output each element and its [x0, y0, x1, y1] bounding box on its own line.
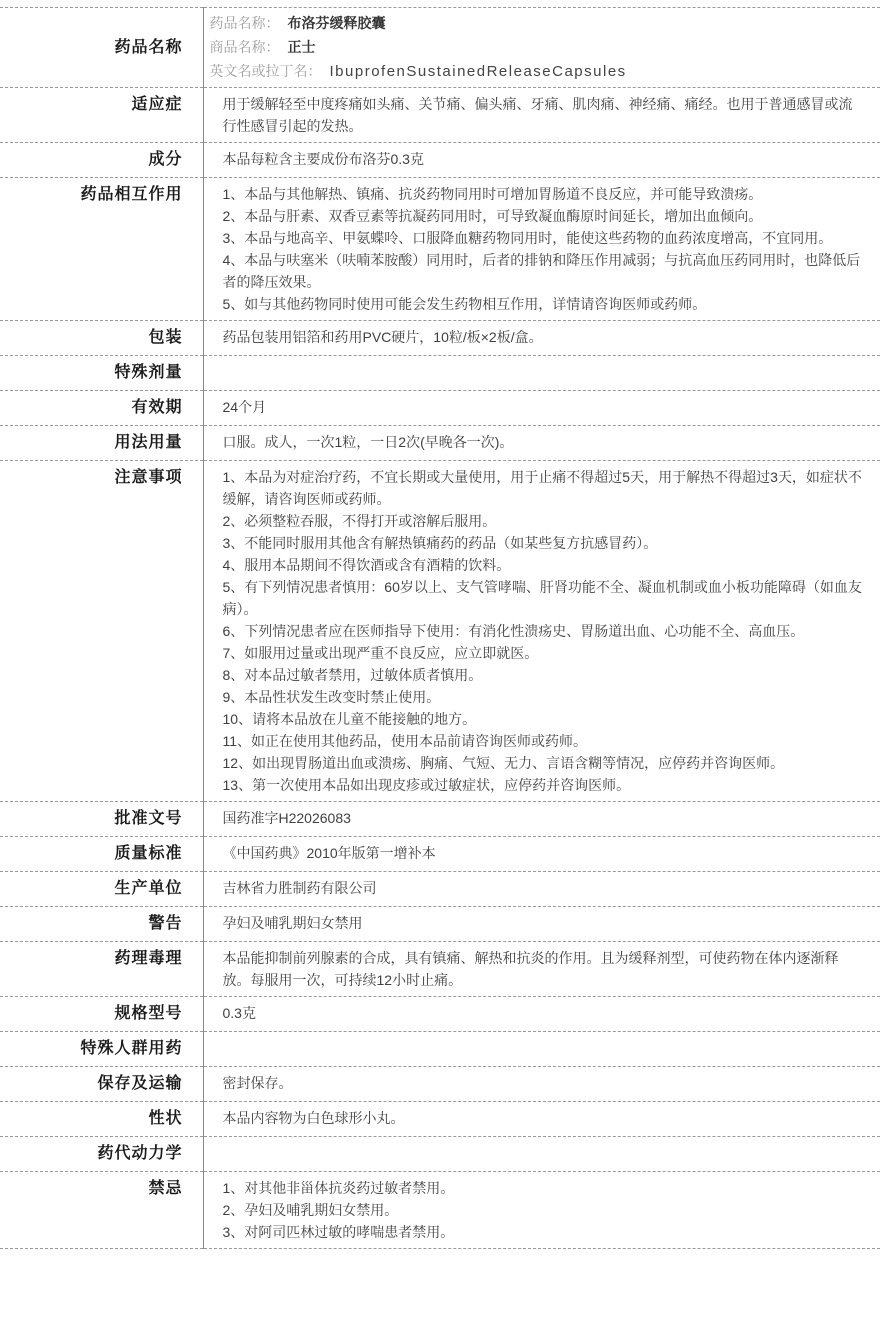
indications-value: 用于缓解轻至中度疼痛如头痛、关节痛、偏头痛、牙痛、肌肉痛、神经痛、痛经。也用于普通感冒或流行性感冒引起的发热。: [203, 88, 880, 143]
row-drug-name: [0, 8, 880, 88]
drug-name-value: [203, 8, 880, 88]
approval-number-value: 国药准字H22026083: [203, 802, 880, 837]
ingredients-label: 成分: [0, 143, 203, 178]
precautions-item: 4、服用本品期间不得饮酒或含有酒精的饮料。: [222, 557, 511, 573]
warning-label: 警告: [0, 907, 203, 942]
row-pharmacokinetics: [0, 1137, 880, 1172]
precautions-item: 8、对本品过敏者禁用，过敏体质者慎用。: [222, 667, 483, 683]
precautions-value: [203, 461, 880, 802]
row-pharmacology: [0, 942, 880, 997]
shelf-life-label: 有效期: [0, 391, 203, 426]
special-dosage-label: 特殊剂量: [0, 356, 203, 391]
specification-label: 规格型号: [0, 997, 203, 1032]
pharmacokinetics-value: [203, 1137, 880, 1172]
ingredients-value: 本品每粒含主要成份布洛芬0.3克: [203, 143, 880, 178]
row-indications: [0, 88, 880, 143]
pharmacokinetics-label: 药代动力学: [0, 1137, 203, 1172]
packaging-label: 包装: [0, 321, 203, 356]
row-interactions: [0, 178, 880, 321]
trade-name-field-value: 正士: [287, 39, 316, 55]
special-population-label: 特殊人群用药: [0, 1032, 203, 1067]
manufacturer-label: 生产单位: [0, 872, 203, 907]
precautions-item: 10、请将本品放在儿童不能接触的地方。: [222, 711, 477, 727]
english-name-field: [210, 59, 865, 84]
trade-name-field-key: 商品名称：: [209, 39, 280, 55]
row-storage: [0, 1067, 880, 1102]
row-ingredients: [0, 143, 880, 178]
precautions-item: 3、不能同时服用其他含有解热镇痛药的药品（如某些复方抗感冒药）。: [222, 535, 658, 551]
row-packaging: [0, 321, 880, 356]
english-name-field-value: IbuprofenSustainedReleaseCapsules: [329, 63, 627, 80]
shelf-life-value: 24个月: [203, 391, 880, 426]
dosage-value: 口服。成人，一次1粒，一日2次(早晚各一次)。: [203, 426, 880, 461]
interactions-item: 4、本品与呋塞米（呋喃苯胺酸）同用时，后者的排钠和降压作用减弱；与抗高血压药同用时，也降低后者的降压效果。: [222, 252, 861, 290]
contraindications-item: 3、对阿司匹林过敏的哮喘患者禁用。: [222, 1224, 455, 1240]
contraindications-value: [203, 1172, 880, 1249]
drug-name-field: [210, 11, 865, 35]
row-appearance: [0, 1102, 880, 1137]
interactions-label: 药品相互作用: [0, 178, 203, 321]
precautions-label: 注意事项: [0, 461, 203, 802]
interactions-value: [203, 178, 880, 321]
approval-number-label: 批准文号: [0, 802, 203, 837]
row-manufacturer: [0, 872, 880, 907]
interactions-item: 5、如与其他药物同时使用可能会发生药物相互作用，详情请咨询医师或药师。: [222, 296, 707, 312]
precautions-item: 5、有下列情况患者慎用：60岁以上、支气管哮喘、肝肾功能不全、凝血机制或血小板功能障碍（如血友病）。: [222, 579, 862, 617]
row-approval-number: [0, 802, 880, 837]
packaging-value: 药品包装用铝箔和药用PVC硬片，10粒/板×2板/盒。: [203, 321, 880, 356]
warning-value: 孕妇及哺乳期妇女禁用: [203, 907, 880, 942]
quality-standard-value: 《中国药典》2010年版第一增补本: [203, 837, 880, 872]
specification-value: 0.3克: [203, 997, 880, 1032]
interactions-item: 2、本品与肝素、双香豆素等抗凝药同用时，可导致凝血酶原时间延长，增加出血倾向。: [222, 208, 763, 224]
precautions-item: 7、如服用过量或出现严重不良反应，应立即就医。: [222, 645, 539, 661]
row-precautions: [0, 461, 880, 802]
manufacturer-value: 吉林省力胜制药有限公司: [203, 872, 880, 907]
drug-name-field-key: 药品名称：: [209, 15, 280, 31]
contraindications-item: 2、孕妇及哺乳期妇女禁用。: [222, 1202, 399, 1218]
row-shelf-life: [0, 391, 880, 426]
contraindications-label: 禁忌: [0, 1172, 203, 1249]
appearance-label: 性状: [0, 1102, 203, 1137]
drug-name-field-value: 布洛芬缓释胶囊: [287, 15, 386, 31]
storage-label: 保存及运输: [0, 1067, 203, 1102]
precautions-item: 9、本品性状发生改变时禁止使用。: [222, 689, 441, 705]
row-contraindications: [0, 1172, 880, 1249]
row-warning: [0, 907, 880, 942]
precautions-item: 1、本品为对症治疗药，不宜长期或大量使用，用于止痛不得超过5天，用于解热不得超过3天，如症状不缓解，请咨询医师或药师。: [222, 469, 862, 507]
special-dosage-value: [203, 356, 880, 391]
special-population-value: [203, 1032, 880, 1067]
row-quality-standard: [0, 837, 880, 872]
precautions-item: 2、必须整粒吞服，不得打开或溶解后服用。: [222, 513, 497, 529]
interactions-item: 1、本品与其他解热、镇痛、抗炎药物同用时可增加胃肠道不良反应，并可能导致溃疡。: [222, 186, 763, 202]
pharmacology-value: 本品能抑制前列腺素的合成，具有镇痛、解热和抗炎的作用。且为缓释剂型，可使药物在体内逐渐释放。每服用一次，可持续12小时止痛。: [203, 942, 880, 997]
precautions-item: 13、第一次使用本品如出现皮疹或过敏症状，应停药并咨询医师。: [222, 777, 631, 793]
interactions-item: 3、本品与地高辛、甲氨蝶呤、口服降血糖药物同用时，能使这些药物的血药浓度增高，不宜同用。: [222, 230, 833, 246]
row-special-population: [0, 1032, 880, 1067]
drug-name-label: 药品名称: [0, 8, 203, 88]
row-special-dosage: [0, 356, 880, 391]
precautions-item: 11、如正在使用其他药品，使用本品前请咨询医师或药师。: [222, 733, 588, 749]
precautions-item: 6、下列情况患者应在医师指导下使用：有消化性溃疡史、胃肠道出血、心功能不全、高血压。: [222, 623, 805, 639]
drug-info-table: [0, 7, 880, 1249]
appearance-value: 本品内容物为白色球形小丸。: [203, 1102, 880, 1137]
contraindications-item: 1、对其他非甾体抗炎药过敏者禁用。: [222, 1180, 455, 1196]
indications-label: 适应症: [0, 88, 203, 143]
storage-value: 密封保存。: [203, 1067, 880, 1102]
precautions-item: 12、如出现胃肠道出血或溃疡、胸痛、气短、无力、言语含糊等情况，应停药并咨询医师。: [222, 755, 785, 771]
pharmacology-label: 药理毒理: [0, 942, 203, 997]
trade-name-field: [210, 35, 865, 59]
row-specification: [0, 997, 880, 1032]
english-name-field-key: 英文名或拉丁名：: [209, 63, 322, 79]
quality-standard-label: 质量标准: [0, 837, 203, 872]
dosage-label: 用法用量: [0, 426, 203, 461]
row-dosage: [0, 426, 880, 461]
